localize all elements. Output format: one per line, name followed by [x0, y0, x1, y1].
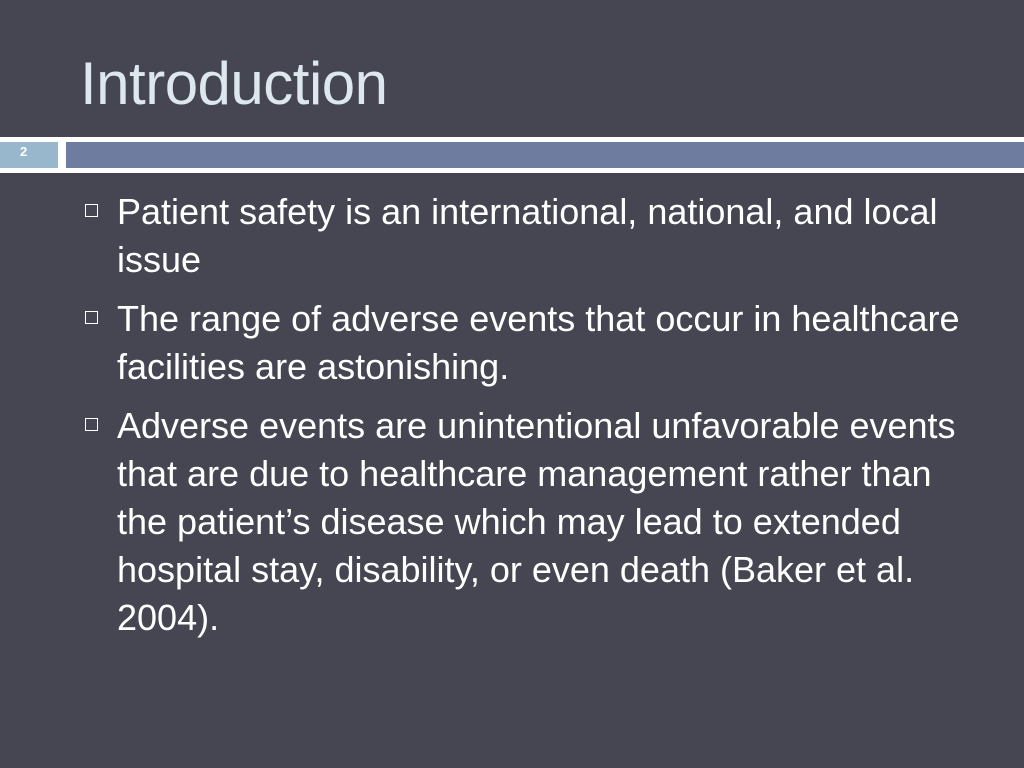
bullet-item	[82, 295, 987, 391]
square-bullet-icon	[85, 204, 98, 217]
slide-number-box	[0, 142, 58, 168]
bullet-text: The range of adverse events that occur in healthcare facilities are astonishing.	[117, 298, 960, 387]
slide-content	[82, 188, 987, 653]
square-bullet-icon	[85, 418, 98, 431]
bullet-item	[82, 402, 987, 642]
bullet-text: Adverse events are unintentional unfavorable events that are due to healthcare management rather than the patient’s disease which may lead to extended hospital stay, disability, or even death (Baker et al. 2004).	[117, 405, 956, 638]
square-bullet-icon	[85, 311, 98, 324]
bullet-list	[82, 188, 987, 642]
slide-title: Introduction	[80, 50, 388, 117]
bullet-item	[82, 188, 987, 284]
slide-number: 2	[20, 144, 28, 159]
accent-bar	[66, 142, 1024, 168]
bullet-text: Patient safety is an international, national, and local issue	[117, 191, 938, 280]
